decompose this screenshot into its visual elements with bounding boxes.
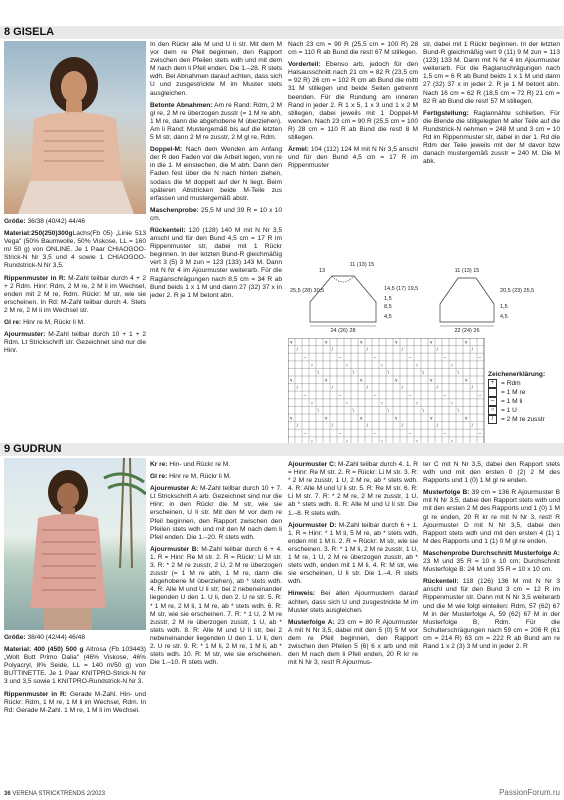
- chart-stitch-symbol: \: [422, 370, 424, 375]
- legend-item-purl: – = 1 M li: [488, 397, 545, 406]
- chart-stitch-symbol: \: [317, 408, 319, 413]
- chart-stitch-symbol: \: [352, 408, 354, 413]
- chart-stitch-symbol: ∨: [324, 377, 328, 383]
- chart-stitch-symbol: ∨: [429, 415, 433, 421]
- watermark: PassionForum.ru: [499, 788, 560, 797]
- chart-stitch-symbol: –: [478, 430, 482, 436]
- chart-stitch-symbol: ○: [380, 362, 384, 368]
- chart-stitch-symbol: /: [331, 385, 333, 391]
- chart-stitch-symbol: ○: [450, 362, 454, 368]
- chart-stitch-symbol: ∨: [464, 339, 468, 345]
- chart-stitch-symbol: ∨: [394, 415, 398, 421]
- chart-stitch-symbol: \: [387, 408, 389, 413]
- chart-stitch-symbol: –: [303, 392, 307, 398]
- chart-stitch-symbol: /: [436, 347, 438, 353]
- chart-stitch-symbol: –: [478, 354, 482, 360]
- chart-stitch-symbol: ○: [345, 362, 349, 368]
- legend: [488, 370, 545, 424]
- legend-item-rdm: + = Rdm: [488, 379, 545, 388]
- schematic2-width: 22 (24) 26: [454, 328, 480, 334]
- chart-stitch-symbol: /: [471, 385, 473, 391]
- chart-stitch-symbol: ∨: [429, 377, 433, 383]
- gisela-c2-p0: In den Rückr alle M und U li str. Mit dem M vor dem re Pfeil beginnen, den Rapport zwischen den Pfeilen stets wdh und mit dem M nach dem li Pfeil enden. Die 1.–28. R stets wdh. Bei Abnahmen darauf achten, dass sich U und zusgestrickte M im Muster stets ausgleichen.: [150, 41, 282, 97]
- garment-schematics: [288, 262, 560, 334]
- schematic1-h2: 25,5 (28) 30,5: [290, 288, 325, 294]
- chart-stitch-symbol: \: [457, 370, 459, 375]
- gisela-c3-p2: Ärmel: 104 (112) 124 M mit N Nr 3,5 anschl und für den Bund 4,5 cm = 17 R im Rippenmuster: [288, 146, 418, 170]
- gudrun-c4-p0: ter C mit N Nr 3,5, dabei den Rapport stets wdh und mit den ersten 0 (2) 2 M des Rapports und 1 (0) 1 M gl re enden.: [423, 461, 560, 485]
- chart-stitch-symbol: ○: [450, 400, 454, 406]
- chart-stitch-symbol: \: [352, 370, 354, 375]
- chart-stitch-symbol: –: [443, 354, 447, 360]
- chart-stitch-symbol: /: [366, 385, 368, 391]
- model-photo-gisela: [4, 41, 146, 214]
- gudrun-col2: [150, 461, 282, 783]
- chart-stitch-symbol: –: [338, 354, 342, 360]
- gudrun-material: Material: 400 (450) 500 g Altrosa (Fb 103443) „Wolt Butt Primo Dalia" (46% Viskose, 46% Polyacryl, 8% Seide, LL = 140 m/50 g) von BUTTINETTE. Je 1 Paar KNITPRO-Strick-N Nr 3 und 3,5 sowie 1 KNITPRO-Rundstrick-N Nr 3.: [4, 646, 146, 686]
- gudrun-size: Größe: 38/40 (42/44) 46/48: [4, 634, 86, 641]
- chart-stitch-symbol: \: [457, 408, 459, 413]
- schematic1-neck: 13: [318, 268, 326, 274]
- chart-stitch-symbol: ∨: [359, 415, 363, 421]
- chart-stitch-symbol: –: [408, 430, 412, 436]
- chart-stitch-symbol: /: [331, 347, 333, 353]
- chart-stitch-symbol: ∨: [359, 339, 363, 345]
- gisela-c4-p0: str, dabei mit 1 Rückr beginnen. In der letzten Bund-R gleichmäßig vert 9 (11) 9 M zun = 113 (123) 133 M. Dann mit N Nr 4 im Ajourmuster weiterarb. Für die Raglanschrägungen nach 1,5 cm = 6 R ab Bund beids 1 x 1 M und dann 27 (32) 37 x in jeder 2. R je 1 M betont abn. Nach 16 cm = 62 R (18,5 cm = 72 R) 21 cm = 82 R ab Bund die rest! 57 M stillegen.: [423, 41, 560, 105]
- gudrun-c3-p0: Ajourmuster C: M-Zahl teilbar durch 4. 1. R = Hinr: Re M str. 2. R = Rückr: Li M str. 3. R: * 2 M re zusstr, 1 U, 2 M re, ab * stets wdh. 4. R: Alle M und U li str. 5. R: Re M str. 6. R: Li M str. 7. R: * 2 M re, 2 M re zusstr, 1 U, ab * stets wdh. 8. R: Alle M und U li str. Die 1.–8. R stets wdh.: [288, 461, 418, 517]
- k2tog-icon: /: [488, 415, 497, 424]
- gisela-c2-p1: Betonte Abnahmen: Am re Rand: Rdm, 2 M gl re, 2 M re überzogen zusstr (= 1 M re abh, 1 M re, dann die abgehobene M überziehen). Am li Rand: Mustergemäß bis auf die letzten 5 M str, dann 2 M re zusstr, 2 M gl re, Rdm.: [150, 101, 282, 142]
- chart-stitch-symbol: –: [338, 392, 342, 398]
- chart-stitch-symbol: ∨: [394, 339, 398, 345]
- gisela-rib: Rippenmuster in R: M-Zahl teilbar durch 4 + 2 + 2 Rdm. Hinr: Rdm, 2 M re, 2 M li im Wechsel, enden mit 2 M re, Rdm. Rückr: M str, wie sie erscheinen. In Rd: M-Zahl teilbar durch 4. Stets 2 M re, 2 M li im Wechsel str.: [4, 274, 146, 314]
- chart-stitch-symbol: –: [373, 354, 377, 360]
- schematic2-top: 11 (13) 15: [454, 268, 480, 274]
- gisela-size: Größe: 36/38 (40/42) 44/46: [4, 218, 86, 225]
- gudrun-c2-p2: Ajourmuster A: M-Zahl teilbar durch 10 + 7. Lt Strickschrift A arb. Gezeichnet sind nur die Hinr; in den Rückr die M str, wie sie erscheinen, U li str. Mit den M vor dem re Pfeil beginnen, den Rapport zwischen den Pfeilen stets wdh und mit den M nach dem li Pfeil enden. Die 1.–20. R stets wdh.: [150, 485, 282, 541]
- chart-stitch-symbol: ○: [345, 400, 349, 406]
- gudrun-c4-p1: Musterfolge B: 39 cm = 136 R Ajourmuster B mit N Nr 3,5, dabei den Rapport stets wdh und mit den ersten 2 M des Rapports und 1 (0) 1 M gl re enden, 20 R kr re mit N Nr 3, rest! R Ajourmuster D mit N Nr 3,5, dabei den Rapport stets wdh und mit den ersten 4 (1) 1 M des Rapports und 1 (1) 0 M gl re enden.: [423, 489, 560, 545]
- legend-title: Zeichenerklärung:: [488, 371, 546, 378]
- page-footer: 36 VERENA STRICKTRENDS 2/2023: [4, 791, 106, 797]
- chart-stitch-symbol: ∨: [464, 415, 468, 421]
- section-header-gisela: 8 GISELA: [0, 26, 564, 39]
- section-header-gudrun: 9 GUDRUN: [0, 443, 564, 456]
- chart-stitch-symbol: ∨: [289, 377, 293, 383]
- chart-stitch-symbol: ○: [415, 400, 419, 406]
- chart-stitch-symbol: ○: [450, 438, 454, 444]
- chart-stitch-symbol: ∨: [464, 377, 468, 383]
- chart-stitch-symbol: –: [443, 430, 447, 436]
- chart-stitch-symbol: \: [387, 370, 389, 375]
- gisela-col3: [288, 41, 418, 251]
- gudrun-c3-p3: Musterfolge A: 23 cm = 80 R Ajourmuster A mit N Nr 3,5, dabei mit den 5 (0) 5 M vor dem re Pfeil beginnen, den Rapport zwischen den Pfeilen 5 (6) 6 x arb und mit den M nach dem li Pfeil enden, 20 R kr re mit N Nr 3, rest! R Ajourmus-: [288, 618, 418, 667]
- schematic1-h4: 4,5: [384, 314, 392, 320]
- chart-stitch-symbol: ○: [380, 400, 384, 406]
- knit-stitch-icon: [488, 388, 497, 397]
- gisela-stockinette: Gl re: Hinr re M, Rückr li M.: [4, 319, 85, 327]
- gudrun-col1: [4, 634, 146, 784]
- gisela-material: Material:250(250)300gLachs(Fb 05) „Linie 513 Vega" (50% Baumwolle, 50% Viskose, LL = 160 m/ 50 g) von ONLINE. Je 1 Paar CHIAOGOO-Strick-N Nr 3,5 und 4 sowie 1 CHIAOGOO-Rundstrick-N Nr 3,5.: [4, 230, 146, 270]
- schematic1-h3: 8,5: [384, 304, 392, 310]
- chart-stitch-symbol: /: [401, 423, 403, 429]
- chart-stitch-symbol: ∨: [289, 415, 293, 421]
- gudrun-c2-p0: Kr re: Hin- und Rückr re M.: [150, 461, 231, 468]
- chart-stitch-symbol: –: [303, 354, 307, 360]
- chart-stitch-symbol: –: [373, 430, 377, 436]
- chart-stitch-symbol: /: [436, 385, 438, 391]
- chart-stitch-symbol: ∨: [359, 377, 363, 383]
- gisela-c2-p3: Maschenprobe: 25,5 M und 39 R = 10 x 10 cm.: [150, 206, 282, 222]
- gudrun-col3: [288, 461, 418, 783]
- knitting-chart-gisela: [288, 338, 494, 456]
- schematic1-h5: 1,5: [384, 296, 392, 302]
- schematic1-shoulder: 11 (13) 15: [349, 262, 375, 268]
- chart-stitch-symbol: \: [422, 408, 424, 413]
- model-photo-gudrun: [4, 458, 146, 630]
- chart-stitch-symbol: –: [303, 430, 307, 436]
- gudrun-c2-p3: Ajourmuster B: M-Zahl teilbar durch 6 + 4. 1. R = Hinr: Re M str. 2. R = Rückr: Li M str. 3. R: * 2 M re zusstr, 2 U, 2 M re überzogen zusstr (= 1 M re abh, 1 M re, dann die abgehobene M überziehen), ab * stets wdh. 4. R: Alle M und U li str; bei 2 nebeneinander liegenden U den 1. U li, den 2. U re str. 5. R: * 1 M re, 2 M li, 1 M re, ab * stets wdh. 6. R: M str, wie sie erscheinen. 7. R: * 1 U, 2 M re zusstr, 2 M re überzogen zusstr, 1 U, ab * stets wdh. 8. R: Alle M und U li str, bei 2 nebeneinander liegenden U den 1. U li, den 2. U re str. 9. R: * 1 M li, 2 M re, 1 M li, ab * stets wdh. 10. R: M str, wie sie erscheinen. Die 1.–10. R stets wdh.: [150, 545, 282, 667]
- chart-stitch-symbol: /: [331, 423, 333, 429]
- chart-stitch-symbol: ○: [310, 438, 314, 444]
- chart-stitch-symbol: ∨: [429, 339, 433, 345]
- gisela-ajour: Ajourmuster: M-Zahl teilbar durch 10 + 1 + 2 Rdm. Lt Strickschrift str. Gezeichnet sind nur die Hinr.: [4, 331, 146, 355]
- gudrun-rib: Rippenmuster in R: Gerade M-Zahl. Hin- und Rückr: Rdm, 1 M re, 1 M li im Wechsel, Rdm. In Rd: Gerade M-Zahl. 1 M re, 1 M li im Wechsel.: [4, 690, 146, 714]
- yarnover-icon: ○: [488, 406, 497, 415]
- chart-stitch-symbol: /: [366, 423, 368, 429]
- edge-stitch-icon: +: [488, 379, 497, 388]
- chart-stitch-symbol: /: [366, 347, 368, 353]
- gisela-c4-p1: Fertigstellung: Raglannähte schließen. Für die Blende die stillgelegten M aller Teile auf die Rundstrick-N nehmen = 248 M und 3 cm = 10 Rd im Rippenmuster str, dabei in der 1. Rd die Rdm der Teile jeweils mit der M davor bzw danach mustergemäß zusstr = 240 M. Die M abk.: [423, 109, 560, 166]
- chart-stitch-symbol: ○: [345, 438, 349, 444]
- schematic1-width: 24 (26) 28: [330, 328, 356, 334]
- chart-stitch-symbol: /: [436, 423, 438, 429]
- chart-stitch-symbol: ○: [380, 438, 384, 444]
- gisela-c3-p0: Nach 23 cm = 90 R (25,5 cm = 100 R) 28 cm = 110 R ab Bund die rest! 67 M stillegen.: [288, 41, 418, 57]
- chart-stitch-symbol: /: [471, 347, 473, 353]
- gudrun-c3-p1: Ajourmuster D: M-Zahl teilbar durch 6 + 1. 1. R = Hinr: * 1 M li, 5 M re, ab * stets wdh, enden mit 1 M li. 2. R = Rückr: M str, wie sie erscheinen. 3. R: * 1 M li, 2 M re zusstr, 1 U, 1 M re, 1 U, 2 M re überzogen zusstr, ab * stets wdh, enden mit 1 M li. 4. R: M str, wie sie erscheinen, U li str. Die 1.–4. R stets wdh.: [288, 521, 418, 586]
- chart-stitch-symbol: ○: [310, 362, 314, 368]
- gudrun-col4: [423, 461, 560, 783]
- gisela-col2: [150, 41, 282, 453]
- chart-stitch-symbol: ∨: [324, 415, 328, 421]
- purl-stitch-icon: –: [488, 397, 497, 406]
- chart-stitch-symbol: /: [296, 347, 298, 353]
- chart-stitch-symbol: /: [401, 385, 403, 391]
- chart-stitch-symbol: –: [408, 354, 412, 360]
- chart-stitch-symbol: –: [408, 392, 412, 398]
- chart-stitch-symbol: ○: [310, 400, 314, 406]
- chart-stitch-symbol: –: [373, 392, 377, 398]
- chart-stitch-symbol: ∨: [394, 377, 398, 383]
- schematic2-h2: 1,5: [500, 304, 508, 310]
- chart-stitch-symbol: /: [296, 385, 298, 391]
- gisela-col4: [423, 41, 560, 251]
- legend-item-yarnover: ○ = 1 U: [488, 406, 545, 415]
- gisela-c3-p1: Vorderteil: Ebenso arb, jedoch für den Halsausschnitt nach 21 cm = 82 R (23,5 cm = 92 R) 26 cm = 102 R cm ab Bund die mittl 31 M stillegen und beide Seiten getrennt beenden. Für die Rundung am inneren Rand in jeder 2. R 1 x 5, 1 x 3 und 1 x 2 M stillegen, dabei jeweils mit 1 Doppel-M wenden. Nach 23 cm = 90 R (25,5 cm = 100 R) 28 cm = 110 R ab Bund die rest! 8 M stillegen.: [288, 61, 418, 142]
- gisela-c2-p4: Rückenteil: 120 (128) 140 M mit N Nr 3,5 anschl und für den Bund 4,5 cm = 17 R im Rippenmuster str, dabei mit 1 Rückr beginnen. In der letzten Bund-R gleichmäßig vert 3 (5) 3 M zun = 123 (133) 143 M. Dann mit N Nr 4 im Ajourmuster weiterarb. Für die Raglanschrägungen nach 8,5 cm = 34 R ab Bund beids 1 x 1 M und dann 27 (32) 37 x in jeder 2. R je 1 M betont abn.: [150, 226, 282, 299]
- gudrun-c3-p2: Hinweis: Bei allen Ajourmustern darauf achten, dass sich U und zusgestrickte M im Muster stets ausgleichen.: [288, 590, 418, 614]
- gisela-c2-p2: Doppel-M: Nach dem Wenden am Anfang der R den Faden vor die Arbeit legen, von re in die 1. M einstechen, die M abh. Dann den Faden fest über die N nach hinten ziehen, sodass die M doppelt auf der N liegt. Beim späteren Abstricken beide M-Teile zus erfassen und mustergemäß abstr.: [150, 146, 282, 202]
- gudrun-c4-p2: Maschenprobe Durchschnitt Musterfolge A: 23 M und 35 R = 10 x 10 cm; Durchschnitt Musterfolge B: 24 M und 35 R = 10 x 10 cm.: [423, 549, 560, 574]
- chart-stitch-symbol: /: [296, 423, 298, 429]
- schematic2-h1: 20,5 (23) 25,5: [500, 288, 535, 294]
- legend-item-k2tog: / = 2 M re zusstr: [488, 415, 545, 424]
- chart-stitch-symbol: ○: [415, 362, 419, 368]
- gudrun-c2-p1: Gl re: Hinr re M, Rückr li M.: [150, 473, 231, 481]
- schematic1-h1: 14,5 (17) 19,5: [384, 286, 419, 292]
- gisela-col1: [4, 218, 146, 454]
- chart-stitch-symbol: –: [478, 392, 482, 398]
- gudrun-c4-p3: Rückenteil: 118 (126) 136 M mit N Nr 3 anschl und für den Bund 3 cm = 12 R im Rippenmuster str. Dann mit N Nr 3,5 weiterarb und die M wie folgt einteilen: Rdm, 57 (62) 67 M in der Musterfolge A, 59 (62) 67 M in der Musterfolge B, Rdm. Für die Schulterschrägungen nach 59 cm = 206 R (61 cm = 214 R) 63 cm = 222 R ab Bund am re Rand 1 x 2 (3) 3 M und in jeder 2. R: [423, 578, 560, 650]
- chart-stitch-symbol: –: [338, 430, 342, 436]
- chart-stitch-symbol: ○: [415, 438, 419, 444]
- chart-stitch-symbol: \: [317, 370, 319, 375]
- legend-item-knit: = 1 M re: [488, 388, 545, 397]
- chart-stitch-symbol: /: [401, 347, 403, 353]
- chart-stitch-symbol: /: [471, 423, 473, 429]
- chart-stitch-symbol: ∨: [324, 339, 328, 345]
- schematic2-h3: 4,5: [500, 314, 508, 320]
- chart-stitch-symbol: –: [443, 392, 447, 398]
- chart-stitch-symbol: ∨: [289, 339, 293, 345]
